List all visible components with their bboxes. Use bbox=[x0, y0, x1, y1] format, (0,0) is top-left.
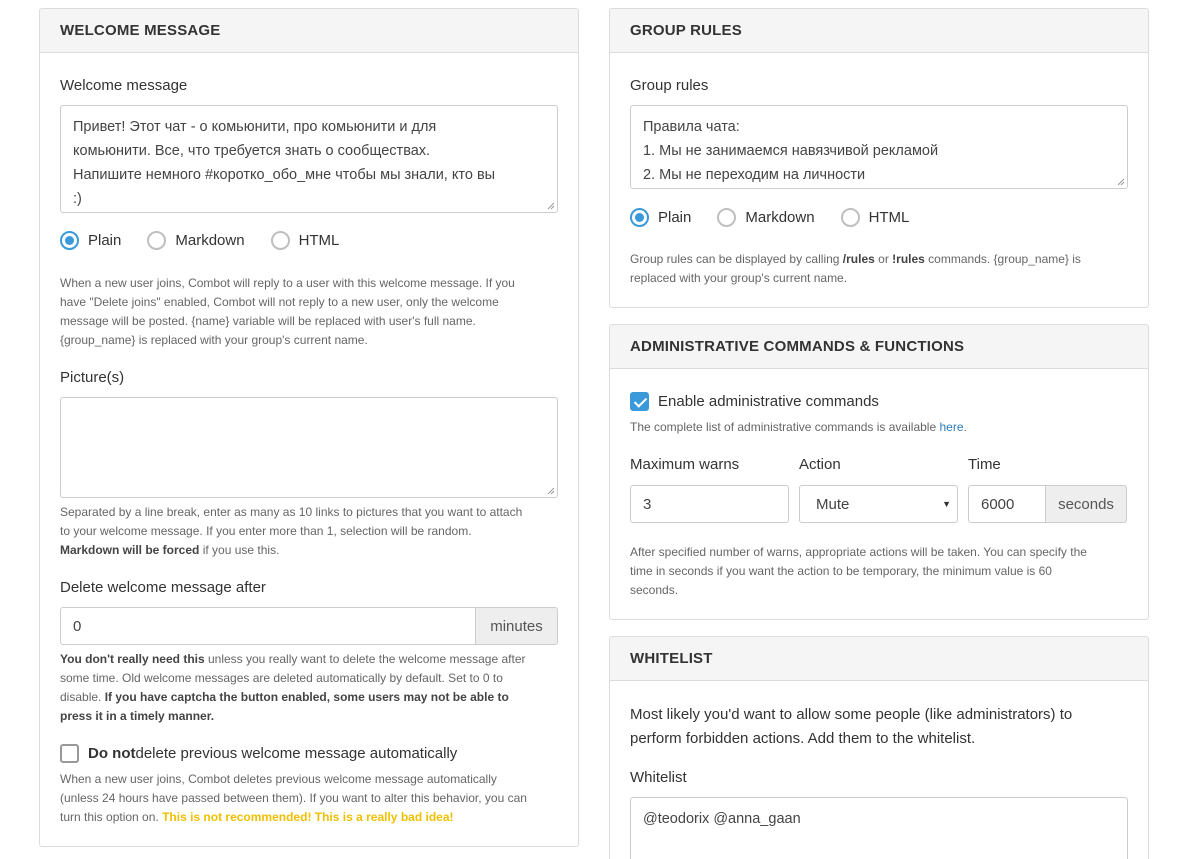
intro-line: Most likely you'd want to allow some people (like administrators) to bbox=[630, 706, 1073, 723]
do-not-delete-checkbox-row[interactable] bbox=[60, 744, 457, 763]
whitelist-header: WHITELIST bbox=[610, 637, 1148, 681]
radio-icon bbox=[147, 231, 166, 250]
action-select[interactable] bbox=[799, 485, 958, 523]
admin-list-help bbox=[630, 418, 967, 437]
welcome-message-help bbox=[60, 274, 570, 350]
rules-format-plain[interactable] bbox=[630, 208, 691, 227]
help-line bbox=[60, 650, 570, 669]
time-input[interactable]: 6000 bbox=[968, 485, 1045, 523]
help-line: When a new user joins, Combot deletes previous welcome message automatically bbox=[60, 772, 497, 786]
pictures-help bbox=[60, 503, 570, 560]
group-rules-help bbox=[630, 250, 1140, 288]
welcome-format-html[interactable] bbox=[271, 231, 340, 250]
help-text: if you use this. bbox=[199, 543, 280, 557]
group-rules-textarea[interactable] bbox=[630, 105, 1128, 189]
admin-commands-header: ADMINISTRATIVE COMMANDS & FUNCTIONS bbox=[610, 325, 1148, 369]
max-warns-label: Maximum warns bbox=[630, 456, 740, 473]
radio-label: HTML bbox=[868, 209, 910, 226]
help-line: message will be posted. {name} variable will be replaced with user's full name. bbox=[60, 314, 476, 328]
resize-grip-icon[interactable] bbox=[547, 487, 555, 495]
welcome-format-plain[interactable] bbox=[60, 231, 121, 250]
radio-selected-icon bbox=[60, 231, 79, 250]
do-not-delete-bold: Do not bbox=[88, 745, 136, 762]
radio-label: Plain bbox=[88, 232, 122, 249]
group-rules-header: GROUP RULES bbox=[610, 9, 1148, 53]
help-line: time in seconds if you want the action to be temporary, the minimum value is 60 bbox=[630, 564, 1052, 578]
radio-label: HTML bbox=[298, 232, 340, 249]
rules-command: /rules bbox=[842, 252, 875, 266]
help-text: turn this option on. bbox=[60, 810, 163, 824]
welcome-message-header: WELCOME MESSAGE bbox=[40, 9, 578, 53]
radio-icon bbox=[271, 231, 290, 250]
help-text: . bbox=[963, 420, 967, 434]
welcome-format-markdown[interactable] bbox=[147, 231, 244, 250]
welcome-message-card bbox=[39, 8, 579, 847]
radio-label: Markdown bbox=[745, 209, 815, 226]
delete-after-input[interactable]: 0 bbox=[60, 607, 475, 645]
welcome-message-line: Напишите немного #коротко_обо_мне чтобы мы знали, кто вы bbox=[73, 167, 496, 183]
whitelist-value: @teodorix @anna_gaan bbox=[643, 811, 801, 827]
help-text: Group rules can be displayed by calling bbox=[630, 252, 843, 266]
whitelist-intro bbox=[630, 703, 1072, 751]
help-line: some time. Old welcome messages are deleted automatically by default. Set to 0 to bbox=[60, 671, 503, 685]
welcome-format-radios bbox=[60, 231, 365, 250]
radio-label: Plain bbox=[658, 209, 692, 226]
welcome-message-textarea[interactable] bbox=[60, 105, 558, 213]
radio-icon bbox=[717, 208, 736, 227]
help-line: to your welcome message. If you enter more than 1, selection will be random. bbox=[60, 524, 472, 538]
rules-format-html[interactable] bbox=[841, 208, 910, 227]
enable-admin-checkbox[interactable] bbox=[630, 392, 649, 411]
help-bold: press it in a timely manner. bbox=[60, 709, 215, 723]
resize-grip-icon[interactable] bbox=[1117, 178, 1125, 186]
help-line bbox=[630, 250, 1140, 269]
rules-line: 1. Мы не занимаемся навязчивой рекламой bbox=[643, 143, 939, 159]
help-line bbox=[60, 707, 570, 726]
help-line: have "Delete joins" enabled, Combot will not reply to a new user, only the welcome bbox=[60, 295, 499, 309]
delete-after-label: Delete welcome message after bbox=[60, 579, 266, 596]
radio-selected-icon bbox=[630, 208, 649, 227]
help-bold: You don't really need this bbox=[60, 652, 205, 666]
help-line bbox=[60, 688, 570, 707]
group-rules-label: Group rules bbox=[630, 77, 709, 94]
rules-format-markdown[interactable] bbox=[717, 208, 814, 227]
help-text: commands. {group_name} is bbox=[924, 252, 1081, 266]
action-label: Action bbox=[799, 456, 841, 473]
welcome-message-label: Welcome message bbox=[60, 77, 188, 94]
help-line: (unless 24 hours have passed between them). If you want to alter this behavior, you can bbox=[60, 791, 527, 805]
rules-line: 2. Мы не переходим на личности bbox=[643, 167, 866, 183]
help-line bbox=[60, 541, 570, 560]
welcome-message-line: комьюнити. Все, что требуется знать о сообществах. bbox=[73, 143, 431, 159]
help-line: After specified number of warns, appropriate actions will be taken. You can specify the bbox=[630, 545, 1087, 559]
caret-down-icon: ▼ bbox=[942, 499, 951, 509]
whitelist-label: Whitelist bbox=[630, 769, 687, 786]
admin-warns-help bbox=[630, 543, 1140, 600]
time-unit: seconds bbox=[1045, 485, 1127, 523]
welcome-message-line: :) bbox=[73, 191, 82, 207]
help-bold: If you have captcha the button enabled, some users may not be able to bbox=[104, 690, 509, 704]
max-warns-input[interactable]: 3 bbox=[630, 485, 789, 523]
enable-admin-row[interactable] bbox=[630, 392, 879, 411]
help-line: {group_name} is replaced with your group's current name. bbox=[60, 333, 368, 347]
commands-here-link[interactable]: here bbox=[939, 420, 964, 434]
rules-line: Правила чата: bbox=[643, 119, 740, 135]
help-line: Separated by a line break, enter as many as 10 links to pictures that you want to attach bbox=[60, 505, 523, 519]
help-text: unless you really want to delete the welcome message after bbox=[204, 652, 526, 666]
time-label: Time bbox=[968, 456, 1001, 473]
admin-commands-card bbox=[609, 324, 1149, 620]
group-rules-card bbox=[609, 8, 1149, 308]
help-line: seconds. bbox=[630, 583, 679, 597]
time-group bbox=[968, 485, 1127, 523]
welcome-message-line: Привет! Этот чат - о комьюнити, про комьюнити и для bbox=[73, 119, 437, 135]
pictures-label: Picture(s) bbox=[60, 369, 125, 386]
do-not-delete-help bbox=[60, 770, 575, 827]
action-select-value: Mute bbox=[816, 495, 850, 513]
rules-format-radios bbox=[630, 208, 935, 227]
whitelist-textarea[interactable] bbox=[630, 797, 1128, 859]
help-line: replaced with your group's current name. bbox=[630, 271, 848, 285]
help-text: The complete list of administrative commands is available bbox=[630, 420, 940, 434]
delete-after-group bbox=[60, 607, 558, 645]
radio-label: Markdown bbox=[175, 232, 245, 249]
pictures-textarea[interactable] bbox=[60, 397, 558, 498]
help-line: When a new user joins, Combot will reply to a user with this welcome message. If you bbox=[60, 276, 515, 290]
whitelist-card bbox=[609, 636, 1149, 859]
delete-after-unit: minutes bbox=[475, 607, 558, 645]
resize-grip-icon[interactable] bbox=[547, 202, 555, 210]
help-text: disable. bbox=[60, 690, 105, 704]
help-line bbox=[60, 808, 575, 827]
rules-command: !rules bbox=[892, 252, 925, 266]
help-text: or bbox=[874, 252, 893, 266]
enable-admin-label: Enable administrative commands bbox=[658, 393, 879, 410]
warning-text: This is not recommended! This is a really bad idea! bbox=[162, 810, 454, 824]
do-not-delete-label: delete previous welcome message automatically bbox=[135, 745, 458, 762]
do-not-delete-checkbox[interactable] bbox=[60, 744, 79, 763]
radio-icon bbox=[841, 208, 860, 227]
help-bold: Markdown will be forced bbox=[60, 543, 200, 557]
delete-after-help bbox=[60, 650, 570, 726]
intro-line: perform forbidden actions. Add them to the whitelist. bbox=[630, 730, 976, 747]
